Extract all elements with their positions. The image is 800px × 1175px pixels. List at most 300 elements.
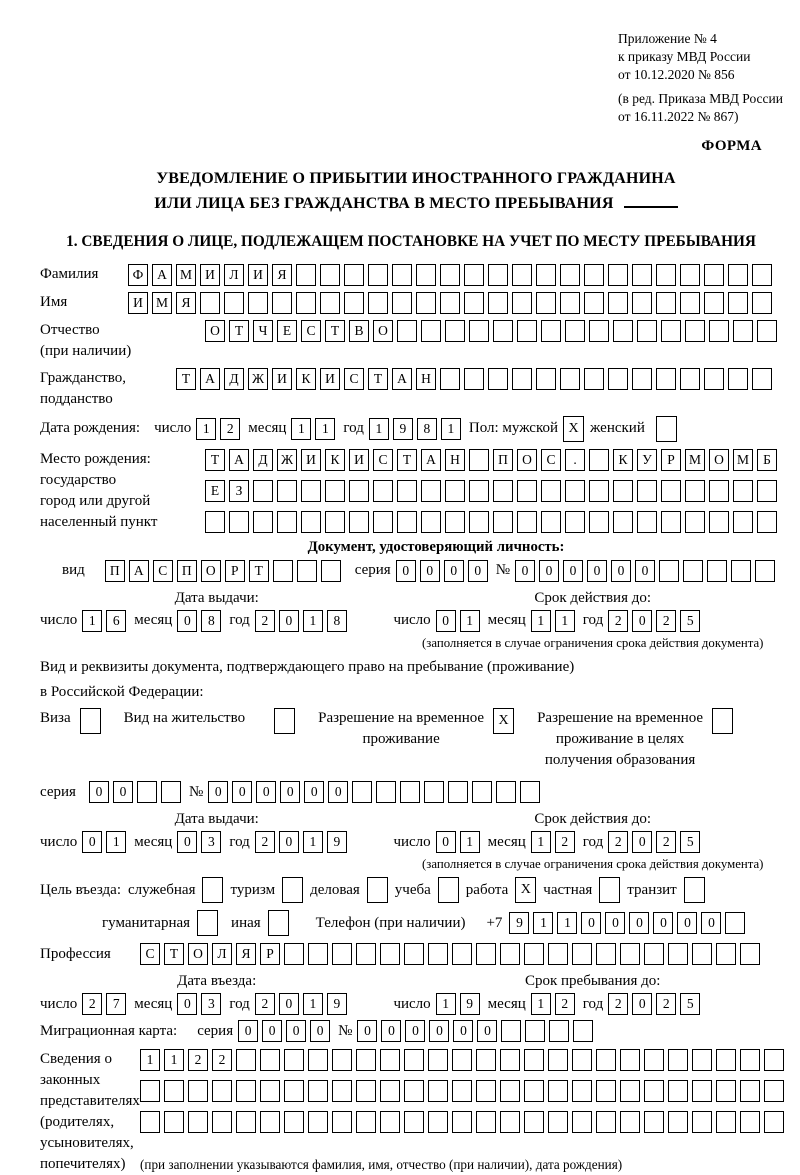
- char-box[interactable]: [469, 511, 489, 533]
- char-box[interactable]: [344, 292, 364, 314]
- char-box[interactable]: 2: [608, 831, 628, 853]
- char-box[interactable]: Т: [249, 560, 269, 582]
- char-box[interactable]: 1: [531, 610, 551, 632]
- char-box[interactable]: С: [153, 560, 173, 582]
- char-box[interactable]: [668, 943, 688, 965]
- char-box[interactable]: [277, 511, 297, 533]
- char-box[interactable]: [764, 1080, 784, 1102]
- char-box[interactable]: 0: [238, 1020, 258, 1042]
- char-box[interactable]: 0: [632, 610, 652, 632]
- char-box[interactable]: [400, 781, 420, 803]
- char-box[interactable]: [397, 320, 417, 342]
- char-box[interactable]: 0: [262, 1020, 282, 1042]
- char-box[interactable]: 0: [635, 560, 655, 582]
- char-box[interactable]: [161, 781, 181, 803]
- char-box[interactable]: Я: [176, 292, 196, 314]
- char-box[interactable]: О: [201, 560, 221, 582]
- char-box[interactable]: [548, 1049, 568, 1071]
- char-box[interactable]: [496, 781, 516, 803]
- char-box[interactable]: [321, 560, 341, 582]
- char-box[interactable]: А: [229, 449, 249, 471]
- char-box[interactable]: Ф: [128, 264, 148, 286]
- char-box[interactable]: 0: [232, 781, 252, 803]
- char-box[interactable]: К: [613, 449, 633, 471]
- char-box[interactable]: [668, 1049, 688, 1071]
- char-box[interactable]: 0: [701, 912, 721, 934]
- char-box[interactable]: [584, 292, 604, 314]
- char-box[interactable]: 2: [656, 831, 676, 853]
- char-box[interactable]: 2: [82, 993, 102, 1015]
- char-box[interactable]: [469, 480, 489, 502]
- char-box[interactable]: Т: [229, 320, 249, 342]
- char-box[interactable]: [680, 368, 700, 390]
- char-box[interactable]: 5: [680, 610, 700, 632]
- char-box[interactable]: 1: [303, 610, 323, 632]
- char-box[interactable]: Д: [224, 368, 244, 390]
- char-box[interactable]: [320, 264, 340, 286]
- char-box[interactable]: [680, 264, 700, 286]
- char-box[interactable]: [512, 368, 532, 390]
- char-box[interactable]: [572, 1111, 592, 1133]
- study-checkbox[interactable]: [438, 877, 459, 903]
- char-box[interactable]: А: [421, 449, 441, 471]
- char-box[interactable]: Л: [212, 943, 232, 965]
- char-box[interactable]: 0: [177, 993, 197, 1015]
- char-box[interactable]: [716, 1111, 736, 1133]
- char-box[interactable]: [356, 1111, 376, 1133]
- char-box[interactable]: [656, 292, 676, 314]
- char-box[interactable]: 2: [555, 993, 575, 1015]
- char-box[interactable]: Т: [205, 449, 225, 471]
- char-box[interactable]: 2: [608, 610, 628, 632]
- char-box[interactable]: С: [541, 449, 561, 471]
- char-box[interactable]: 1: [369, 418, 389, 440]
- char-box[interactable]: [757, 480, 777, 502]
- char-box[interactable]: 2: [255, 993, 275, 1015]
- char-box[interactable]: [596, 1111, 616, 1133]
- char-box[interactable]: [656, 368, 676, 390]
- char-box[interactable]: 0: [89, 781, 109, 803]
- char-box[interactable]: 0: [563, 560, 583, 582]
- char-box[interactable]: 2: [212, 1049, 232, 1071]
- char-box[interactable]: [692, 943, 712, 965]
- char-box[interactable]: Т: [368, 368, 388, 390]
- char-box[interactable]: 0: [381, 1020, 401, 1042]
- char-box[interactable]: [620, 943, 640, 965]
- char-box[interactable]: О: [709, 449, 729, 471]
- char-box[interactable]: [704, 368, 724, 390]
- char-box[interactable]: 0: [328, 781, 348, 803]
- char-box[interactable]: [680, 292, 700, 314]
- char-box[interactable]: [476, 1049, 496, 1071]
- char-box[interactable]: [236, 1049, 256, 1071]
- char-box[interactable]: 1: [291, 418, 311, 440]
- char-box[interactable]: [716, 1080, 736, 1102]
- char-box[interactable]: Н: [416, 368, 436, 390]
- char-box[interactable]: [445, 511, 465, 533]
- char-box[interactable]: [205, 511, 225, 533]
- char-box[interactable]: [733, 480, 753, 502]
- char-box[interactable]: [565, 480, 585, 502]
- char-box[interactable]: [637, 511, 657, 533]
- char-box[interactable]: Я: [272, 264, 292, 286]
- char-box[interactable]: [632, 264, 652, 286]
- char-box[interactable]: [356, 1049, 376, 1071]
- char-box[interactable]: [137, 781, 157, 803]
- char-box[interactable]: 1: [140, 1049, 160, 1071]
- char-box[interactable]: [572, 1080, 592, 1102]
- char-box[interactable]: [308, 1080, 328, 1102]
- char-box[interactable]: [397, 480, 417, 502]
- char-box[interactable]: Я: [236, 943, 256, 965]
- char-box[interactable]: [373, 480, 393, 502]
- char-box[interactable]: 0: [611, 560, 631, 582]
- char-box[interactable]: [707, 560, 727, 582]
- char-box[interactable]: О: [373, 320, 393, 342]
- char-box[interactable]: [728, 292, 748, 314]
- char-box[interactable]: 1: [531, 993, 551, 1015]
- char-box[interactable]: 0: [113, 781, 133, 803]
- char-box[interactable]: М: [176, 264, 196, 286]
- char-box[interactable]: [731, 560, 751, 582]
- char-box[interactable]: 1: [557, 912, 577, 934]
- char-box[interactable]: [452, 943, 472, 965]
- char-box[interactable]: [212, 1080, 232, 1102]
- char-box[interactable]: [596, 943, 616, 965]
- char-box[interactable]: [524, 1049, 544, 1071]
- char-box[interactable]: [273, 560, 293, 582]
- char-box[interactable]: И: [128, 292, 148, 314]
- char-box[interactable]: 8: [417, 418, 437, 440]
- char-box[interactable]: 0: [286, 1020, 306, 1042]
- char-box[interactable]: 0: [280, 781, 300, 803]
- char-box[interactable]: [644, 1080, 664, 1102]
- char-box[interactable]: [476, 943, 496, 965]
- char-box[interactable]: 0: [632, 831, 652, 853]
- char-box[interactable]: 1: [441, 418, 461, 440]
- char-box[interactable]: Д: [253, 449, 273, 471]
- char-box[interactable]: Л: [224, 264, 244, 286]
- char-box[interactable]: П: [177, 560, 197, 582]
- char-box[interactable]: [512, 292, 532, 314]
- char-box[interactable]: [608, 264, 628, 286]
- char-box[interactable]: [524, 943, 544, 965]
- char-box[interactable]: [517, 320, 537, 342]
- char-box[interactable]: [164, 1111, 184, 1133]
- char-box[interactable]: 1: [531, 831, 551, 853]
- char-box[interactable]: [501, 1020, 521, 1042]
- residence-permit-checkbox[interactable]: [274, 708, 295, 734]
- char-box[interactable]: 1: [533, 912, 553, 934]
- char-box[interactable]: [692, 1049, 712, 1071]
- char-box[interactable]: [620, 1049, 640, 1071]
- char-box[interactable]: [352, 781, 372, 803]
- char-box[interactable]: [472, 781, 492, 803]
- char-box[interactable]: 9: [327, 993, 347, 1015]
- char-box[interactable]: [380, 943, 400, 965]
- char-box[interactable]: [332, 943, 352, 965]
- char-box[interactable]: [740, 1049, 760, 1071]
- char-box[interactable]: [452, 1080, 472, 1102]
- char-box[interactable]: 9: [509, 912, 529, 934]
- char-box[interactable]: [752, 292, 772, 314]
- char-box[interactable]: [236, 1111, 256, 1133]
- private-checkbox[interactable]: [599, 877, 620, 903]
- char-box[interactable]: [500, 1111, 520, 1133]
- char-box[interactable]: [397, 511, 417, 533]
- char-box[interactable]: С: [373, 449, 393, 471]
- char-box[interactable]: 1: [164, 1049, 184, 1071]
- char-box[interactable]: [284, 943, 304, 965]
- char-box[interactable]: [589, 320, 609, 342]
- char-box[interactable]: [740, 1111, 760, 1133]
- official-checkbox[interactable]: [202, 877, 223, 903]
- char-box[interactable]: [488, 264, 508, 286]
- char-box[interactable]: [757, 320, 777, 342]
- char-box[interactable]: [589, 480, 609, 502]
- char-box[interactable]: [440, 368, 460, 390]
- char-box[interactable]: Б: [757, 449, 777, 471]
- char-box[interactable]: [349, 511, 369, 533]
- char-box[interactable]: [524, 1080, 544, 1102]
- char-box[interactable]: В: [349, 320, 369, 342]
- char-box[interactable]: 0: [357, 1020, 377, 1042]
- char-box[interactable]: [440, 264, 460, 286]
- char-box[interactable]: [253, 480, 273, 502]
- char-box[interactable]: [733, 320, 753, 342]
- char-box[interactable]: [445, 320, 465, 342]
- char-box[interactable]: [685, 480, 705, 502]
- char-box[interactable]: [229, 511, 249, 533]
- char-box[interactable]: [224, 292, 244, 314]
- char-box[interactable]: [668, 1111, 688, 1133]
- char-box[interactable]: [548, 1111, 568, 1133]
- char-box[interactable]: [573, 1020, 593, 1042]
- char-box[interactable]: [349, 480, 369, 502]
- char-box[interactable]: 0: [515, 560, 535, 582]
- char-box[interactable]: 1: [460, 610, 480, 632]
- char-box[interactable]: [448, 781, 468, 803]
- char-box[interactable]: С: [301, 320, 321, 342]
- work-checkbox[interactable]: X: [515, 877, 536, 903]
- char-box[interactable]: [620, 1111, 640, 1133]
- char-box[interactable]: [764, 1111, 784, 1133]
- char-box[interactable]: [421, 480, 441, 502]
- char-box[interactable]: М: [733, 449, 753, 471]
- char-box[interactable]: А: [129, 560, 149, 582]
- char-box[interactable]: [440, 292, 460, 314]
- char-box[interactable]: [536, 292, 556, 314]
- char-box[interactable]: [520, 781, 540, 803]
- char-box[interactable]: [709, 320, 729, 342]
- char-box[interactable]: [728, 368, 748, 390]
- char-box[interactable]: [692, 1080, 712, 1102]
- char-box[interactable]: [421, 511, 441, 533]
- char-box[interactable]: [596, 1080, 616, 1102]
- char-box[interactable]: [188, 1111, 208, 1133]
- char-box[interactable]: М: [152, 292, 172, 314]
- char-box[interactable]: [500, 1049, 520, 1071]
- char-box[interactable]: [613, 511, 633, 533]
- char-box[interactable]: К: [296, 368, 316, 390]
- char-box[interactable]: [764, 1049, 784, 1071]
- char-box[interactable]: .: [565, 449, 585, 471]
- char-box[interactable]: 1: [436, 993, 456, 1015]
- char-box[interactable]: 2: [220, 418, 240, 440]
- char-box[interactable]: О: [205, 320, 225, 342]
- char-box[interactable]: [560, 292, 580, 314]
- char-box[interactable]: [632, 368, 652, 390]
- char-box[interactable]: [752, 264, 772, 286]
- char-box[interactable]: [536, 264, 556, 286]
- char-box[interactable]: [725, 912, 745, 934]
- char-box[interactable]: 3: [201, 993, 221, 1015]
- char-box[interactable]: [613, 320, 633, 342]
- char-box[interactable]: [428, 943, 448, 965]
- char-box[interactable]: [709, 480, 729, 502]
- char-box[interactable]: А: [200, 368, 220, 390]
- char-box[interactable]: [493, 511, 513, 533]
- char-box[interactable]: [301, 480, 321, 502]
- char-box[interactable]: [661, 320, 681, 342]
- char-box[interactable]: М: [685, 449, 705, 471]
- char-box[interactable]: [332, 1111, 352, 1133]
- char-box[interactable]: 2: [255, 610, 275, 632]
- char-box[interactable]: О: [188, 943, 208, 965]
- char-box[interactable]: 0: [605, 912, 625, 934]
- char-box[interactable]: Е: [205, 480, 225, 502]
- char-box[interactable]: 0: [653, 912, 673, 934]
- char-box[interactable]: 0: [279, 831, 299, 853]
- char-box[interactable]: [685, 511, 705, 533]
- char-box[interactable]: П: [493, 449, 513, 471]
- char-box[interactable]: [404, 1111, 424, 1133]
- char-box[interactable]: [260, 1111, 280, 1133]
- char-box[interactable]: [188, 1080, 208, 1102]
- char-box[interactable]: 0: [82, 831, 102, 853]
- char-box[interactable]: [709, 511, 729, 533]
- char-box[interactable]: Е: [277, 320, 297, 342]
- char-box[interactable]: [500, 943, 520, 965]
- char-box[interactable]: 9: [460, 993, 480, 1015]
- char-box[interactable]: [692, 1111, 712, 1133]
- char-box[interactable]: [253, 511, 273, 533]
- char-box[interactable]: [260, 1080, 280, 1102]
- char-box[interactable]: [536, 368, 556, 390]
- char-box[interactable]: Т: [176, 368, 196, 390]
- char-box[interactable]: [584, 368, 604, 390]
- char-box[interactable]: [476, 1080, 496, 1102]
- char-box[interactable]: [565, 511, 585, 533]
- char-box[interactable]: [200, 292, 220, 314]
- char-box[interactable]: 6: [106, 610, 126, 632]
- char-box[interactable]: [416, 292, 436, 314]
- char-box[interactable]: [392, 264, 412, 286]
- char-box[interactable]: 9: [393, 418, 413, 440]
- char-box[interactable]: [683, 560, 703, 582]
- char-box[interactable]: [356, 943, 376, 965]
- char-box[interactable]: Т: [325, 320, 345, 342]
- char-box[interactable]: [380, 1080, 400, 1102]
- char-box[interactable]: [464, 292, 484, 314]
- char-box[interactable]: [428, 1111, 448, 1133]
- char-box[interactable]: [332, 1080, 352, 1102]
- char-box[interactable]: 0: [477, 1020, 497, 1042]
- char-box[interactable]: 5: [680, 831, 700, 853]
- char-box[interactable]: [661, 480, 681, 502]
- char-box[interactable]: К: [325, 449, 345, 471]
- char-box[interactable]: [488, 292, 508, 314]
- male-checkbox[interactable]: X: [563, 416, 584, 442]
- char-box[interactable]: 5: [680, 993, 700, 1015]
- char-box[interactable]: [565, 320, 585, 342]
- char-box[interactable]: 0: [310, 1020, 330, 1042]
- char-box[interactable]: [272, 292, 292, 314]
- char-box[interactable]: 0: [444, 560, 464, 582]
- char-box[interactable]: [428, 1080, 448, 1102]
- char-box[interactable]: [452, 1111, 472, 1133]
- char-box[interactable]: 8: [201, 610, 221, 632]
- char-box[interactable]: [716, 1049, 736, 1071]
- char-box[interactable]: [560, 368, 580, 390]
- char-box[interactable]: [428, 1049, 448, 1071]
- char-box[interactable]: Ж: [277, 449, 297, 471]
- char-box[interactable]: [755, 560, 775, 582]
- char-box[interactable]: 0: [436, 610, 456, 632]
- tourism-checkbox[interactable]: [282, 877, 303, 903]
- char-box[interactable]: И: [301, 449, 321, 471]
- business-checkbox[interactable]: [367, 877, 388, 903]
- char-box[interactable]: Т: [397, 449, 417, 471]
- char-box[interactable]: [659, 560, 679, 582]
- char-box[interactable]: [392, 292, 412, 314]
- char-box[interactable]: [493, 480, 513, 502]
- char-box[interactable]: [284, 1111, 304, 1133]
- char-box[interactable]: 1: [106, 831, 126, 853]
- char-box[interactable]: 2: [188, 1049, 208, 1071]
- char-box[interactable]: [296, 264, 316, 286]
- char-box[interactable]: [404, 1049, 424, 1071]
- char-box[interactable]: [656, 264, 676, 286]
- char-box[interactable]: [668, 1080, 688, 1102]
- char-box[interactable]: 0: [539, 560, 559, 582]
- char-box[interactable]: О: [517, 449, 537, 471]
- char-box[interactable]: 2: [255, 831, 275, 853]
- char-box[interactable]: [416, 264, 436, 286]
- char-box[interactable]: Р: [260, 943, 280, 965]
- char-box[interactable]: 0: [420, 560, 440, 582]
- char-box[interactable]: 2: [608, 993, 628, 1015]
- char-box[interactable]: [260, 1049, 280, 1071]
- char-box[interactable]: [424, 781, 444, 803]
- char-box[interactable]: 2: [656, 610, 676, 632]
- temp-residence-checkbox[interactable]: X: [493, 708, 514, 734]
- char-box[interactable]: И: [349, 449, 369, 471]
- char-box[interactable]: [284, 1049, 304, 1071]
- char-box[interactable]: [572, 943, 592, 965]
- char-box[interactable]: [356, 1080, 376, 1102]
- char-box[interactable]: [344, 264, 364, 286]
- char-box[interactable]: [704, 264, 724, 286]
- female-checkbox[interactable]: [656, 416, 677, 442]
- char-box[interactable]: [637, 320, 657, 342]
- char-box[interactable]: 0: [677, 912, 697, 934]
- char-box[interactable]: З: [229, 480, 249, 502]
- char-box[interactable]: 9: [327, 831, 347, 853]
- char-box[interactable]: 0: [256, 781, 276, 803]
- char-box[interactable]: 0: [177, 831, 197, 853]
- char-box[interactable]: 1: [303, 831, 323, 853]
